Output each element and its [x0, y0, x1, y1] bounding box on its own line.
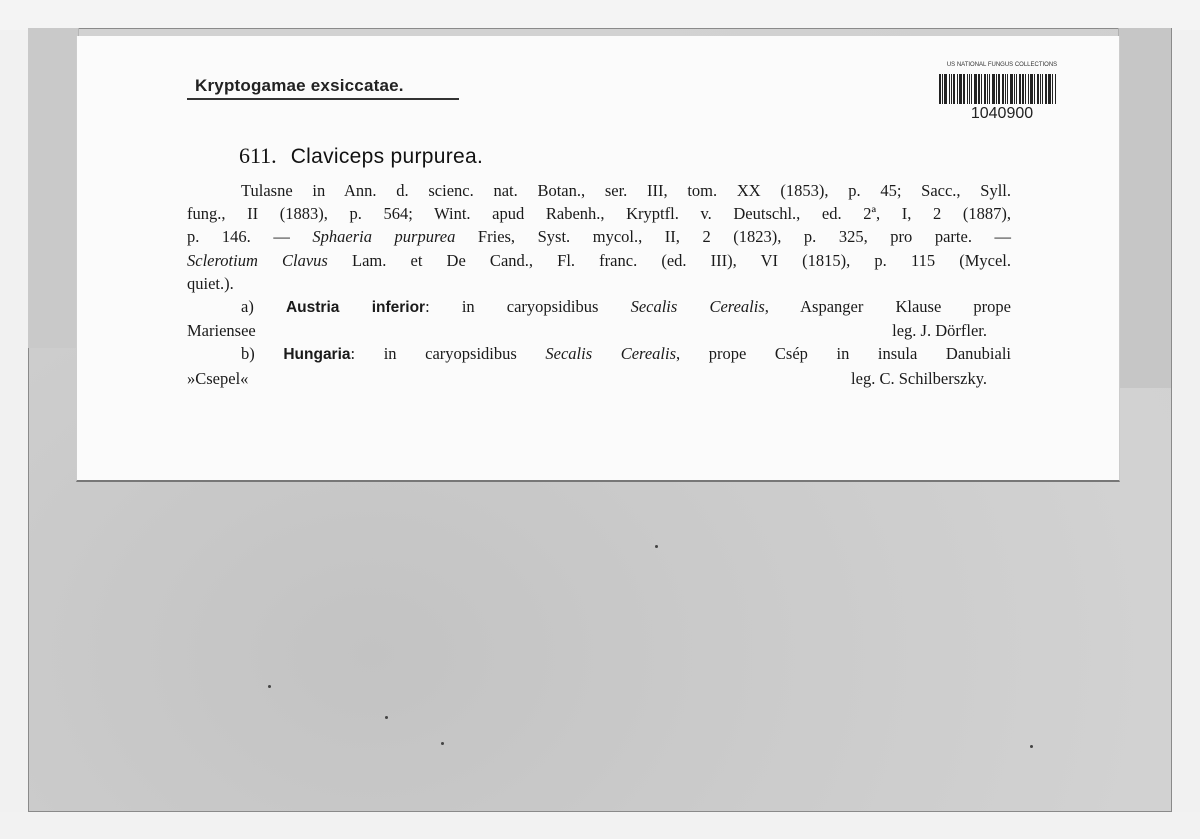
- citation-text: p. 146. —: [187, 227, 313, 247]
- barcode-bar: [1052, 74, 1053, 104]
- barcode-bar: [1040, 74, 1041, 104]
- specimen-a-line2: [187, 319, 1011, 342]
- packet-speck: [385, 716, 388, 719]
- barcode-bar: [987, 74, 988, 104]
- barcode-caption: US NATIONAL FUNGUS COLLECTIONS: [946, 62, 1058, 68]
- barcode-bar: [992, 74, 995, 104]
- barcode-bar: [1010, 74, 1013, 104]
- barcode-block: [933, 62, 1071, 124]
- taxon-name: Claviceps purpurea.: [290, 145, 484, 168]
- citation-line: Tulasne in Ann. d. scienc. nat. Botan., ser. III, tom. XX (1853), p. 45; Sacc., Syll.: [241, 181, 1011, 200]
- barcode-bar: [1016, 74, 1017, 104]
- host-name: Secalis Cerealis: [630, 297, 765, 317]
- barcode-bar: [971, 74, 972, 104]
- barcode-bar: [967, 74, 968, 104]
- barcode-bar: [1055, 74, 1056, 104]
- taxon-heading: [239, 143, 483, 169]
- packet-speck: [655, 545, 658, 548]
- series-title: Kryptogamae exsiccatae.: [195, 76, 404, 95]
- barcode-bar: [981, 74, 982, 104]
- citation-line: [187, 225, 1011, 248]
- barcode-bar: [951, 74, 952, 104]
- series-underline: [187, 98, 459, 100]
- citation-text: Lam. et De Cand., Fl. franc. (ed. III), VI (1815), p. 115 (Mycel.: [327, 250, 1011, 270]
- specimen-region: Austria inferior: [285, 299, 426, 317]
- barcode-bar: [1022, 74, 1024, 104]
- packet-speck: [268, 685, 271, 688]
- barcode-bar: [957, 74, 958, 104]
- barcode-bar: [959, 74, 962, 104]
- exsiccata-number: 611.: [239, 143, 277, 168]
- barcode-bar: [1005, 74, 1006, 104]
- packet-fold-left: [28, 28, 79, 348]
- specimen-letter: a): [241, 297, 286, 317]
- specimen-text: : in caryopsidibus: [425, 297, 631, 317]
- specimen-place: »Csepel«: [187, 368, 249, 388]
- barcode-bar: [974, 74, 977, 104]
- label-body: [187, 179, 1011, 390]
- specimen-place: Mariensee: [187, 321, 256, 341]
- specimen-text: , prope Csép in insula Danubiali: [676, 344, 1011, 364]
- synonym-name: Sphaeria purpurea: [312, 227, 456, 247]
- specimen-collector: leg. C. Schilberszky.: [851, 368, 987, 388]
- barcode-bar: [1002, 74, 1004, 104]
- citation-text: Fries, Syst. mycol., II, 2 (1823), p. 325, pro parte. —: [455, 227, 1012, 247]
- citation-line: fung., II (1883), p. 564; Wint. apud Rabenh., Kryptfl. v. Deutschl., ed. 2ª, I, 2 (1887),: [187, 204, 1011, 224]
- citation-line: quiet.).: [187, 273, 234, 293]
- barcode-bar: [1019, 74, 1021, 104]
- barcode-number: 1040900: [970, 105, 1034, 122]
- specimen-b-line: [187, 342, 1011, 366]
- barcode-bar: [1030, 74, 1033, 104]
- barcode-bar: [1045, 74, 1047, 104]
- barcode-bar: [944, 74, 947, 104]
- packet-speck: [1030, 745, 1033, 748]
- specimen-letter: b): [241, 344, 284, 364]
- background-bottom: [0, 812, 1200, 839]
- barcode-bar: [998, 74, 1000, 104]
- citation-line: [187, 249, 1011, 272]
- barcode-bar: [978, 74, 980, 104]
- specimen-text: , Aspanger Klause prope: [764, 297, 1012, 317]
- specimen-collector: leg. J. Dörfler.: [892, 321, 987, 341]
- barcode-bar: [953, 74, 955, 104]
- barcode-bar: [1042, 74, 1043, 104]
- barcode-bars: [939, 74, 1067, 104]
- host-name: Secalis Cerealis: [545, 344, 677, 364]
- specimen-region: Hungaria: [283, 346, 351, 364]
- packet-speck: [441, 742, 444, 745]
- barcode-bar: [1034, 74, 1035, 104]
- barcode-bar: [939, 74, 941, 104]
- barcode-bar: [1048, 74, 1051, 104]
- barcode-bar: [1014, 74, 1015, 104]
- herbarium-label: [76, 36, 1120, 482]
- background-top: [0, 0, 1200, 30]
- packet-fold-right: [1118, 28, 1171, 388]
- specimen-a-line: [187, 295, 1011, 319]
- barcode-bar: [1007, 74, 1008, 104]
- synonym-name: Sclerotium Clavus: [187, 250, 328, 270]
- barcode-bar: [1028, 74, 1029, 104]
- barcode-bar: [949, 74, 950, 104]
- specimen-text: : in caryopsidibus: [350, 344, 546, 364]
- barcode-bar: [963, 74, 965, 104]
- barcode-bar: [989, 74, 990, 104]
- specimen-b-line2: [187, 367, 1011, 390]
- barcode-bar: [1025, 74, 1026, 104]
- barcode-bar: [996, 74, 997, 104]
- barcode-bar: [984, 74, 986, 104]
- barcode-bar: [1037, 74, 1039, 104]
- barcode-bar: [969, 74, 970, 104]
- barcode-bar: [942, 74, 943, 104]
